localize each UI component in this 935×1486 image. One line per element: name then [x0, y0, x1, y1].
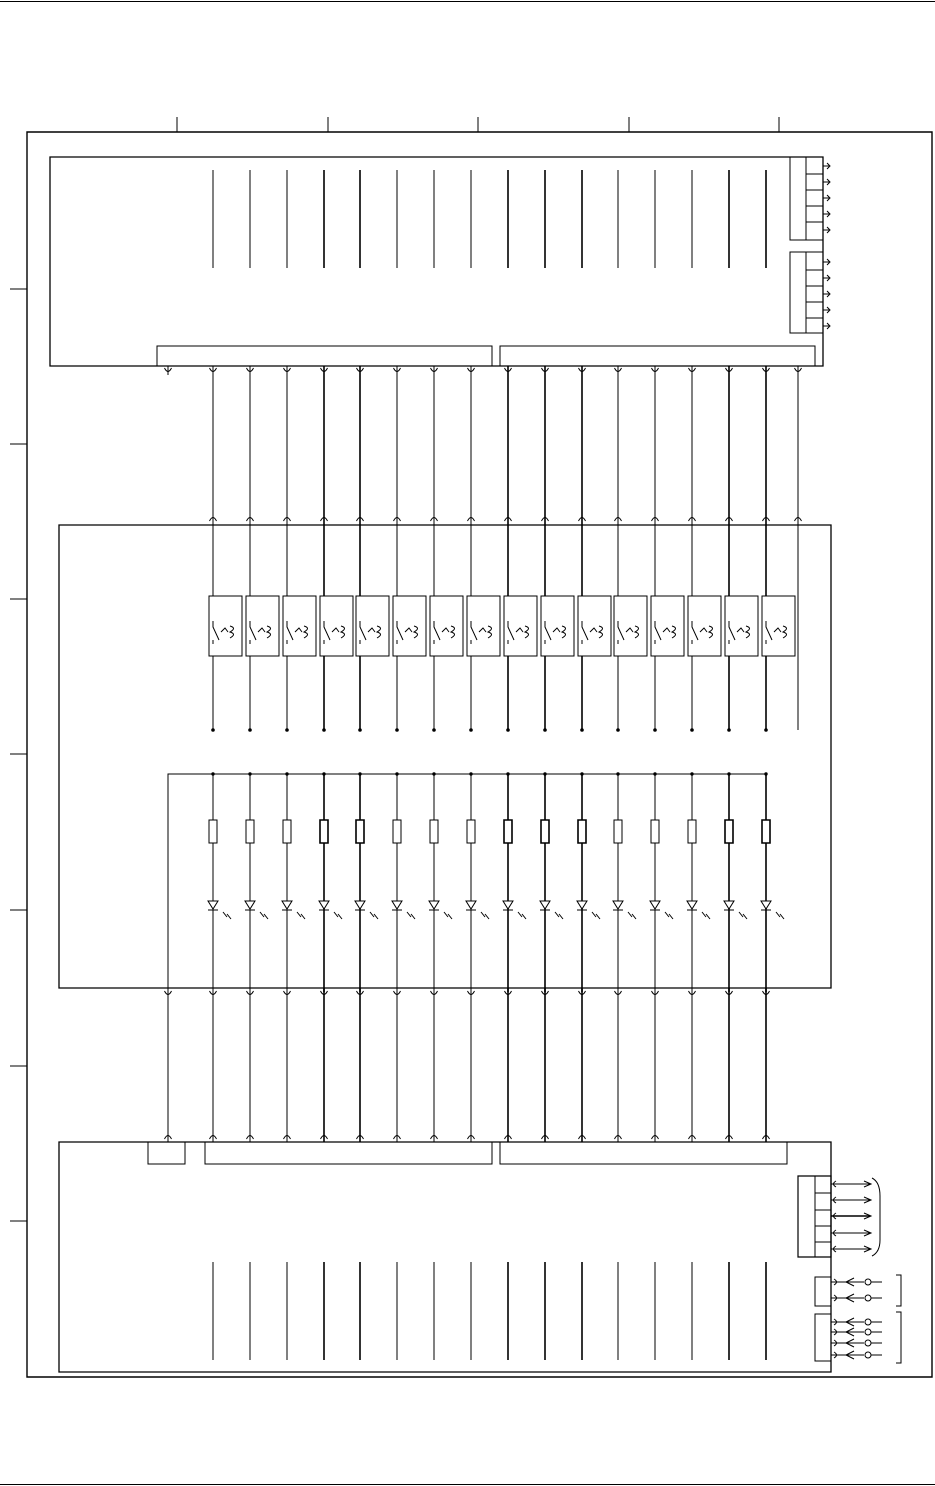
led-chain — [245, 773, 268, 992]
led-emission — [518, 912, 526, 919]
relay-contact — [287, 621, 293, 644]
relay-body — [762, 596, 795, 656]
relay — [246, 525, 279, 731]
relay-contact — [434, 621, 440, 644]
led-emission — [334, 912, 342, 919]
relay — [430, 525, 463, 731]
led-chain — [540, 773, 563, 992]
resistor — [762, 820, 770, 843]
relay-body — [614, 596, 647, 656]
relay-wave — [295, 628, 302, 632]
relay-coil — [746, 626, 750, 638]
relay — [688, 525, 721, 731]
resistor — [356, 820, 364, 843]
relay-coil — [672, 626, 676, 638]
led-chain — [687, 773, 710, 992]
relay-body — [504, 596, 537, 656]
relay — [762, 525, 795, 731]
relay-body — [467, 596, 500, 656]
led-emission — [297, 912, 305, 919]
relay-junction — [470, 729, 473, 732]
led-emission — [407, 912, 415, 919]
top-module — [50, 157, 823, 366]
led-chain — [761, 773, 784, 992]
relay-coil — [230, 626, 234, 638]
led-emission — [444, 912, 452, 919]
relay-body — [393, 596, 426, 656]
led-chain — [319, 773, 342, 992]
relay-body — [246, 596, 279, 656]
led-chain — [613, 773, 636, 992]
led-emission — [739, 912, 747, 919]
relay-wave — [368, 628, 375, 632]
input-contact-terminal — [865, 1319, 871, 1325]
resistor — [504, 820, 512, 843]
led-diode — [613, 901, 623, 909]
relay-contact — [471, 621, 477, 644]
input-terminal-block-upper — [815, 1277, 831, 1306]
relay-body — [651, 596, 684, 656]
wires-upper — [165, 366, 802, 525]
led-chain — [503, 773, 526, 992]
relay — [467, 525, 500, 731]
led-emission — [665, 912, 673, 919]
led-emission — [702, 912, 710, 919]
relay-wave — [663, 628, 670, 632]
resistor — [246, 820, 254, 843]
relay-junction — [691, 729, 694, 732]
resistor — [725, 820, 733, 843]
relay-junction — [212, 729, 215, 732]
relay-junction — [654, 729, 657, 732]
led-diode — [650, 901, 660, 909]
relay-wave — [221, 628, 228, 632]
led-emission — [260, 912, 268, 919]
relay-junction — [544, 729, 547, 732]
relay-coil — [525, 626, 529, 638]
led-emission — [223, 912, 231, 919]
led-diode — [540, 901, 550, 909]
resistor — [320, 820, 328, 843]
relay-junction — [507, 729, 510, 732]
relay-body — [283, 596, 316, 656]
top-connector-right — [500, 346, 815, 366]
led-chain — [355, 773, 378, 992]
frame-grid-ticks — [10, 117, 779, 1221]
led-diode — [687, 901, 697, 909]
relay-coil — [599, 626, 603, 638]
bottom-internal-lines — [213, 1262, 766, 1360]
relay-wave — [479, 628, 486, 632]
relay-body — [209, 596, 242, 656]
relay-coil — [304, 626, 308, 638]
led-diode — [392, 901, 402, 909]
relay-wave — [332, 628, 339, 632]
relay-contact — [692, 621, 698, 644]
led-diode — [503, 901, 513, 909]
resistor — [283, 820, 291, 843]
relay-module — [59, 525, 831, 988]
relay-coil — [562, 626, 566, 638]
led-diode — [245, 901, 255, 909]
relay — [578, 525, 611, 731]
relay-body — [725, 596, 758, 656]
relay-wave — [737, 628, 744, 632]
output-brace — [872, 1178, 880, 1256]
input-contacts — [831, 1278, 882, 1359]
bottom-module — [59, 1142, 831, 1372]
relay-body — [320, 596, 353, 656]
led-diode — [429, 901, 439, 909]
led-emission — [481, 912, 489, 919]
led-chain — [724, 773, 747, 992]
led-diode — [319, 901, 329, 909]
relay-row — [209, 525, 798, 731]
top-connector-left — [157, 346, 492, 366]
relay-body — [430, 596, 463, 656]
relay-coil — [783, 626, 787, 638]
relay-coil — [341, 626, 345, 638]
led-emission — [555, 912, 563, 919]
output-arrows — [815, 1176, 871, 1257]
input-contact-terminal — [865, 1340, 871, 1346]
relay-junction — [581, 729, 584, 732]
relay-contact — [618, 621, 624, 644]
relay-wave — [405, 628, 412, 632]
relay-contact — [729, 621, 735, 644]
top-internal-lines — [213, 170, 766, 268]
relay — [651, 525, 684, 731]
led-diode — [355, 901, 365, 909]
led-chain — [577, 773, 600, 992]
input-contact-terminal — [865, 1295, 871, 1301]
relay-body — [578, 596, 611, 656]
relay — [283, 525, 316, 731]
relay-wave — [774, 628, 781, 632]
resistor — [430, 820, 438, 843]
bottom-connector-small — [148, 1142, 185, 1164]
resistor — [541, 820, 549, 843]
relay-contact — [397, 621, 403, 644]
relay-wave — [258, 628, 265, 632]
led-emission — [370, 912, 378, 919]
wires-lower — [165, 988, 770, 1142]
relay-coil — [488, 626, 492, 638]
relay-junction — [323, 729, 326, 732]
relay — [356, 525, 389, 731]
led-emission — [592, 912, 600, 919]
relay-junction — [359, 729, 362, 732]
led-emission — [628, 912, 636, 919]
top-side-pins — [806, 157, 830, 333]
led-chain — [392, 773, 415, 992]
led-diode — [724, 901, 734, 909]
resistor — [467, 820, 475, 843]
relay-contact — [324, 621, 330, 644]
relay — [614, 525, 647, 731]
led-diode — [208, 901, 218, 909]
bottom-connector-left — [205, 1142, 492, 1164]
relay-contact — [582, 621, 588, 644]
relay-junction — [617, 729, 620, 732]
relay-junction — [765, 729, 768, 732]
resistor — [209, 820, 217, 843]
led-chain — [466, 773, 489, 992]
relay-wave — [553, 628, 560, 632]
led-diode — [577, 901, 587, 909]
relay-contact — [655, 621, 661, 644]
relay-coil — [451, 626, 455, 638]
resistor — [688, 820, 696, 843]
input-contact-terminal — [865, 1352, 871, 1358]
drawing-frame — [27, 132, 932, 1377]
relay-wave — [442, 628, 449, 632]
relay-junction — [286, 729, 289, 732]
relay-contact — [545, 621, 551, 644]
relay — [725, 525, 758, 731]
relay-coil — [414, 626, 418, 638]
relay-contact — [360, 621, 366, 644]
bottom-connector-right — [500, 1142, 787, 1164]
relay-junction — [728, 729, 731, 732]
input-terminal-block-lower — [815, 1314, 831, 1361]
relay-coil — [635, 626, 639, 638]
relay — [209, 525, 242, 731]
relay-body — [356, 596, 389, 656]
led-chain — [282, 773, 305, 992]
relay — [320, 525, 353, 731]
relay — [393, 525, 426, 731]
led-diode — [282, 901, 292, 909]
relay — [504, 525, 537, 731]
relay-contact — [508, 621, 514, 644]
relay-body — [688, 596, 721, 656]
relay-wave — [626, 628, 633, 632]
relay — [541, 525, 574, 731]
relay-junction — [433, 729, 436, 732]
relay-contact — [766, 621, 772, 644]
input-bracket-lower — [896, 1312, 901, 1363]
input-bracket-upper — [896, 1275, 901, 1306]
resistor — [651, 820, 659, 843]
input-contact-terminal — [865, 1279, 871, 1285]
led-chains — [208, 773, 784, 992]
resistor — [614, 820, 622, 843]
resistor — [578, 820, 586, 843]
relay-wave — [590, 628, 597, 632]
led-chain — [208, 773, 231, 992]
relay-contact — [250, 621, 256, 644]
relay-body — [541, 596, 574, 656]
input-contact-terminal — [865, 1329, 871, 1335]
led-chain — [650, 773, 673, 992]
relay-wave — [700, 628, 707, 632]
relay-coil — [709, 626, 713, 638]
relay-contact — [213, 621, 219, 644]
led-diode — [466, 901, 476, 909]
relay-junction — [396, 729, 399, 732]
relay-junction — [249, 729, 252, 732]
led-emission — [776, 912, 784, 919]
relay-coil — [377, 626, 381, 638]
led-diode — [761, 901, 771, 909]
relay-coil — [267, 626, 271, 638]
led-common-bus — [168, 774, 766, 992]
resistor — [393, 820, 401, 843]
relay-wave — [516, 628, 523, 632]
led-chain — [429, 773, 452, 992]
